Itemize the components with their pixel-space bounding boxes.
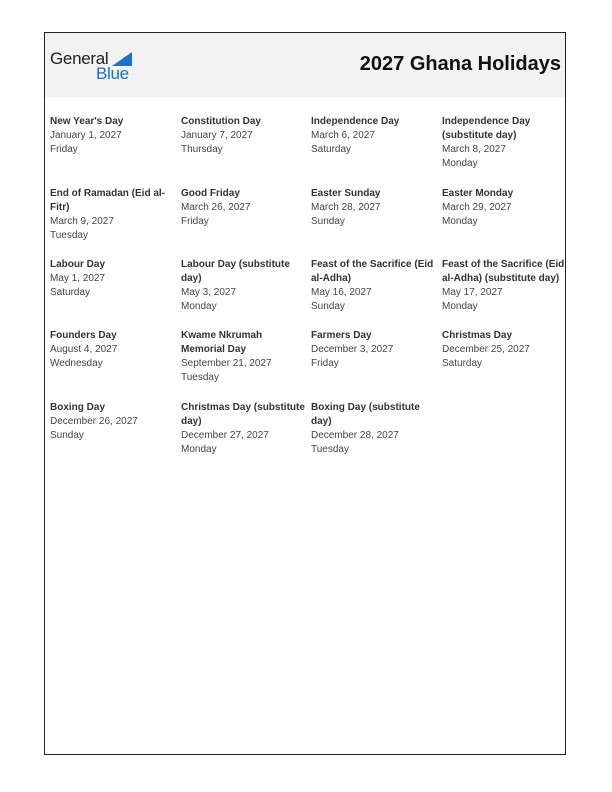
holiday-weekday: Saturday (311, 144, 352, 155)
holiday-weekday: Sunday (311, 216, 345, 227)
holiday-weekday: Monday (442, 158, 478, 169)
holiday-weekday: Monday (181, 444, 217, 455)
holiday-name: Labour Day (substitute day) (181, 259, 290, 284)
holiday-weekday: Monday (442, 301, 478, 312)
holiday-item (181, 187, 305, 229)
holiday-name: Feast of the Sacrifice (Eid al-Adha) (311, 259, 434, 284)
holiday-item (311, 187, 435, 229)
holiday-weekday: Sunday (50, 430, 84, 441)
holiday-item (442, 115, 566, 171)
holiday-name: Boxing Day (substitute day) (311, 402, 420, 427)
holiday-name: Christmas Day (substitute day) (181, 402, 305, 427)
holiday-weekday: Tuesday (311, 444, 349, 455)
holiday-weekday: Saturday (50, 287, 91, 298)
holiday-name: End of Ramadan (Eid al-Fitr) (50, 188, 166, 213)
holiday-name: Founders Day (50, 330, 117, 341)
holiday-item (442, 258, 566, 314)
page-title: 2027 Ghana Holidays (359, 53, 561, 75)
holiday-weekday: Monday (442, 216, 478, 227)
holiday-item (311, 401, 435, 457)
holiday-date: January 1, 2027 (50, 130, 122, 141)
holiday-weekday: Friday (50, 144, 78, 155)
holiday-item (50, 329, 174, 371)
holiday-date: March 29, 2027 (442, 202, 512, 213)
holiday-date: May 16, 2027 (311, 287, 372, 298)
logo-blue-text: Blue (96, 64, 129, 83)
holiday-date: December 27, 2027 (181, 430, 269, 441)
holiday-name: Christmas Day (442, 330, 513, 341)
holiday-weekday: Sunday (311, 301, 345, 312)
holiday-date: December 25, 2027 (442, 344, 530, 355)
holiday-item (181, 401, 305, 457)
holiday-date: December 28, 2027 (311, 430, 399, 441)
holiday-date: December 26, 2027 (50, 416, 138, 427)
holiday-name: Independence Day (311, 116, 400, 127)
holiday-date: September 21, 2027 (181, 358, 272, 369)
holiday-weekday: Saturday (442, 358, 483, 369)
holiday-name: Easter Sunday (311, 188, 381, 199)
holiday-weekday: Tuesday (50, 230, 88, 241)
holiday-item (442, 329, 566, 371)
holiday-name: New Year's Day (50, 116, 124, 127)
holiday-date: May 3, 2027 (181, 287, 237, 298)
holiday-item (181, 258, 305, 314)
holiday-item (50, 258, 174, 300)
holiday-name: Kwame Nkrumah Memorial Day (181, 330, 263, 355)
holiday-item (181, 115, 305, 157)
holiday-date: March 8, 2027 (442, 144, 506, 155)
holiday-weekday: Friday (311, 358, 339, 369)
holiday-name: Independence Day (substitute day) (442, 116, 531, 141)
holiday-name: Good Friday (181, 188, 240, 199)
holiday-date: January 7, 2027 (181, 130, 253, 141)
holiday-item (50, 115, 174, 157)
logo-general-text: General (50, 49, 109, 68)
holiday-item (311, 329, 435, 371)
holiday-name: Constitution Day (181, 116, 261, 127)
holiday-date: March 6, 2027 (311, 130, 375, 141)
holiday-date: March 26, 2027 (181, 202, 251, 213)
holiday-weekday: Wednesday (50, 358, 103, 369)
holiday-weekday: Friday (181, 216, 209, 227)
holiday-item (311, 115, 435, 157)
holiday-name: Feast of the Sacrifice (Eid al-Adha) (substitute day) (442, 259, 565, 284)
holiday-name: Farmers Day (311, 330, 372, 341)
holiday-item (311, 258, 435, 314)
holiday-item (181, 329, 305, 385)
holiday-date: December 3, 2027 (311, 344, 394, 355)
holiday-weekday: Monday (181, 301, 217, 312)
holiday-item (442, 187, 566, 229)
holiday-date: August 4, 2027 (50, 344, 118, 355)
holiday-item (50, 187, 174, 243)
page-frame (44, 32, 566, 755)
generalblue-logo[interactable] (50, 49, 140, 83)
holiday-item (50, 401, 174, 443)
holiday-weekday: Tuesday (181, 372, 219, 383)
holiday-date: March 28, 2027 (311, 202, 381, 213)
holiday-name: Easter Monday (442, 188, 514, 199)
header (45, 33, 565, 97)
holiday-weekday: Thursday (181, 144, 223, 155)
holiday-name: Labour Day (50, 259, 106, 270)
holiday-date: May 1, 2027 (50, 273, 106, 284)
holiday-date: March 9, 2027 (50, 216, 114, 227)
holiday-date: May 17, 2027 (442, 287, 503, 298)
holiday-name: Boxing Day (50, 402, 106, 413)
